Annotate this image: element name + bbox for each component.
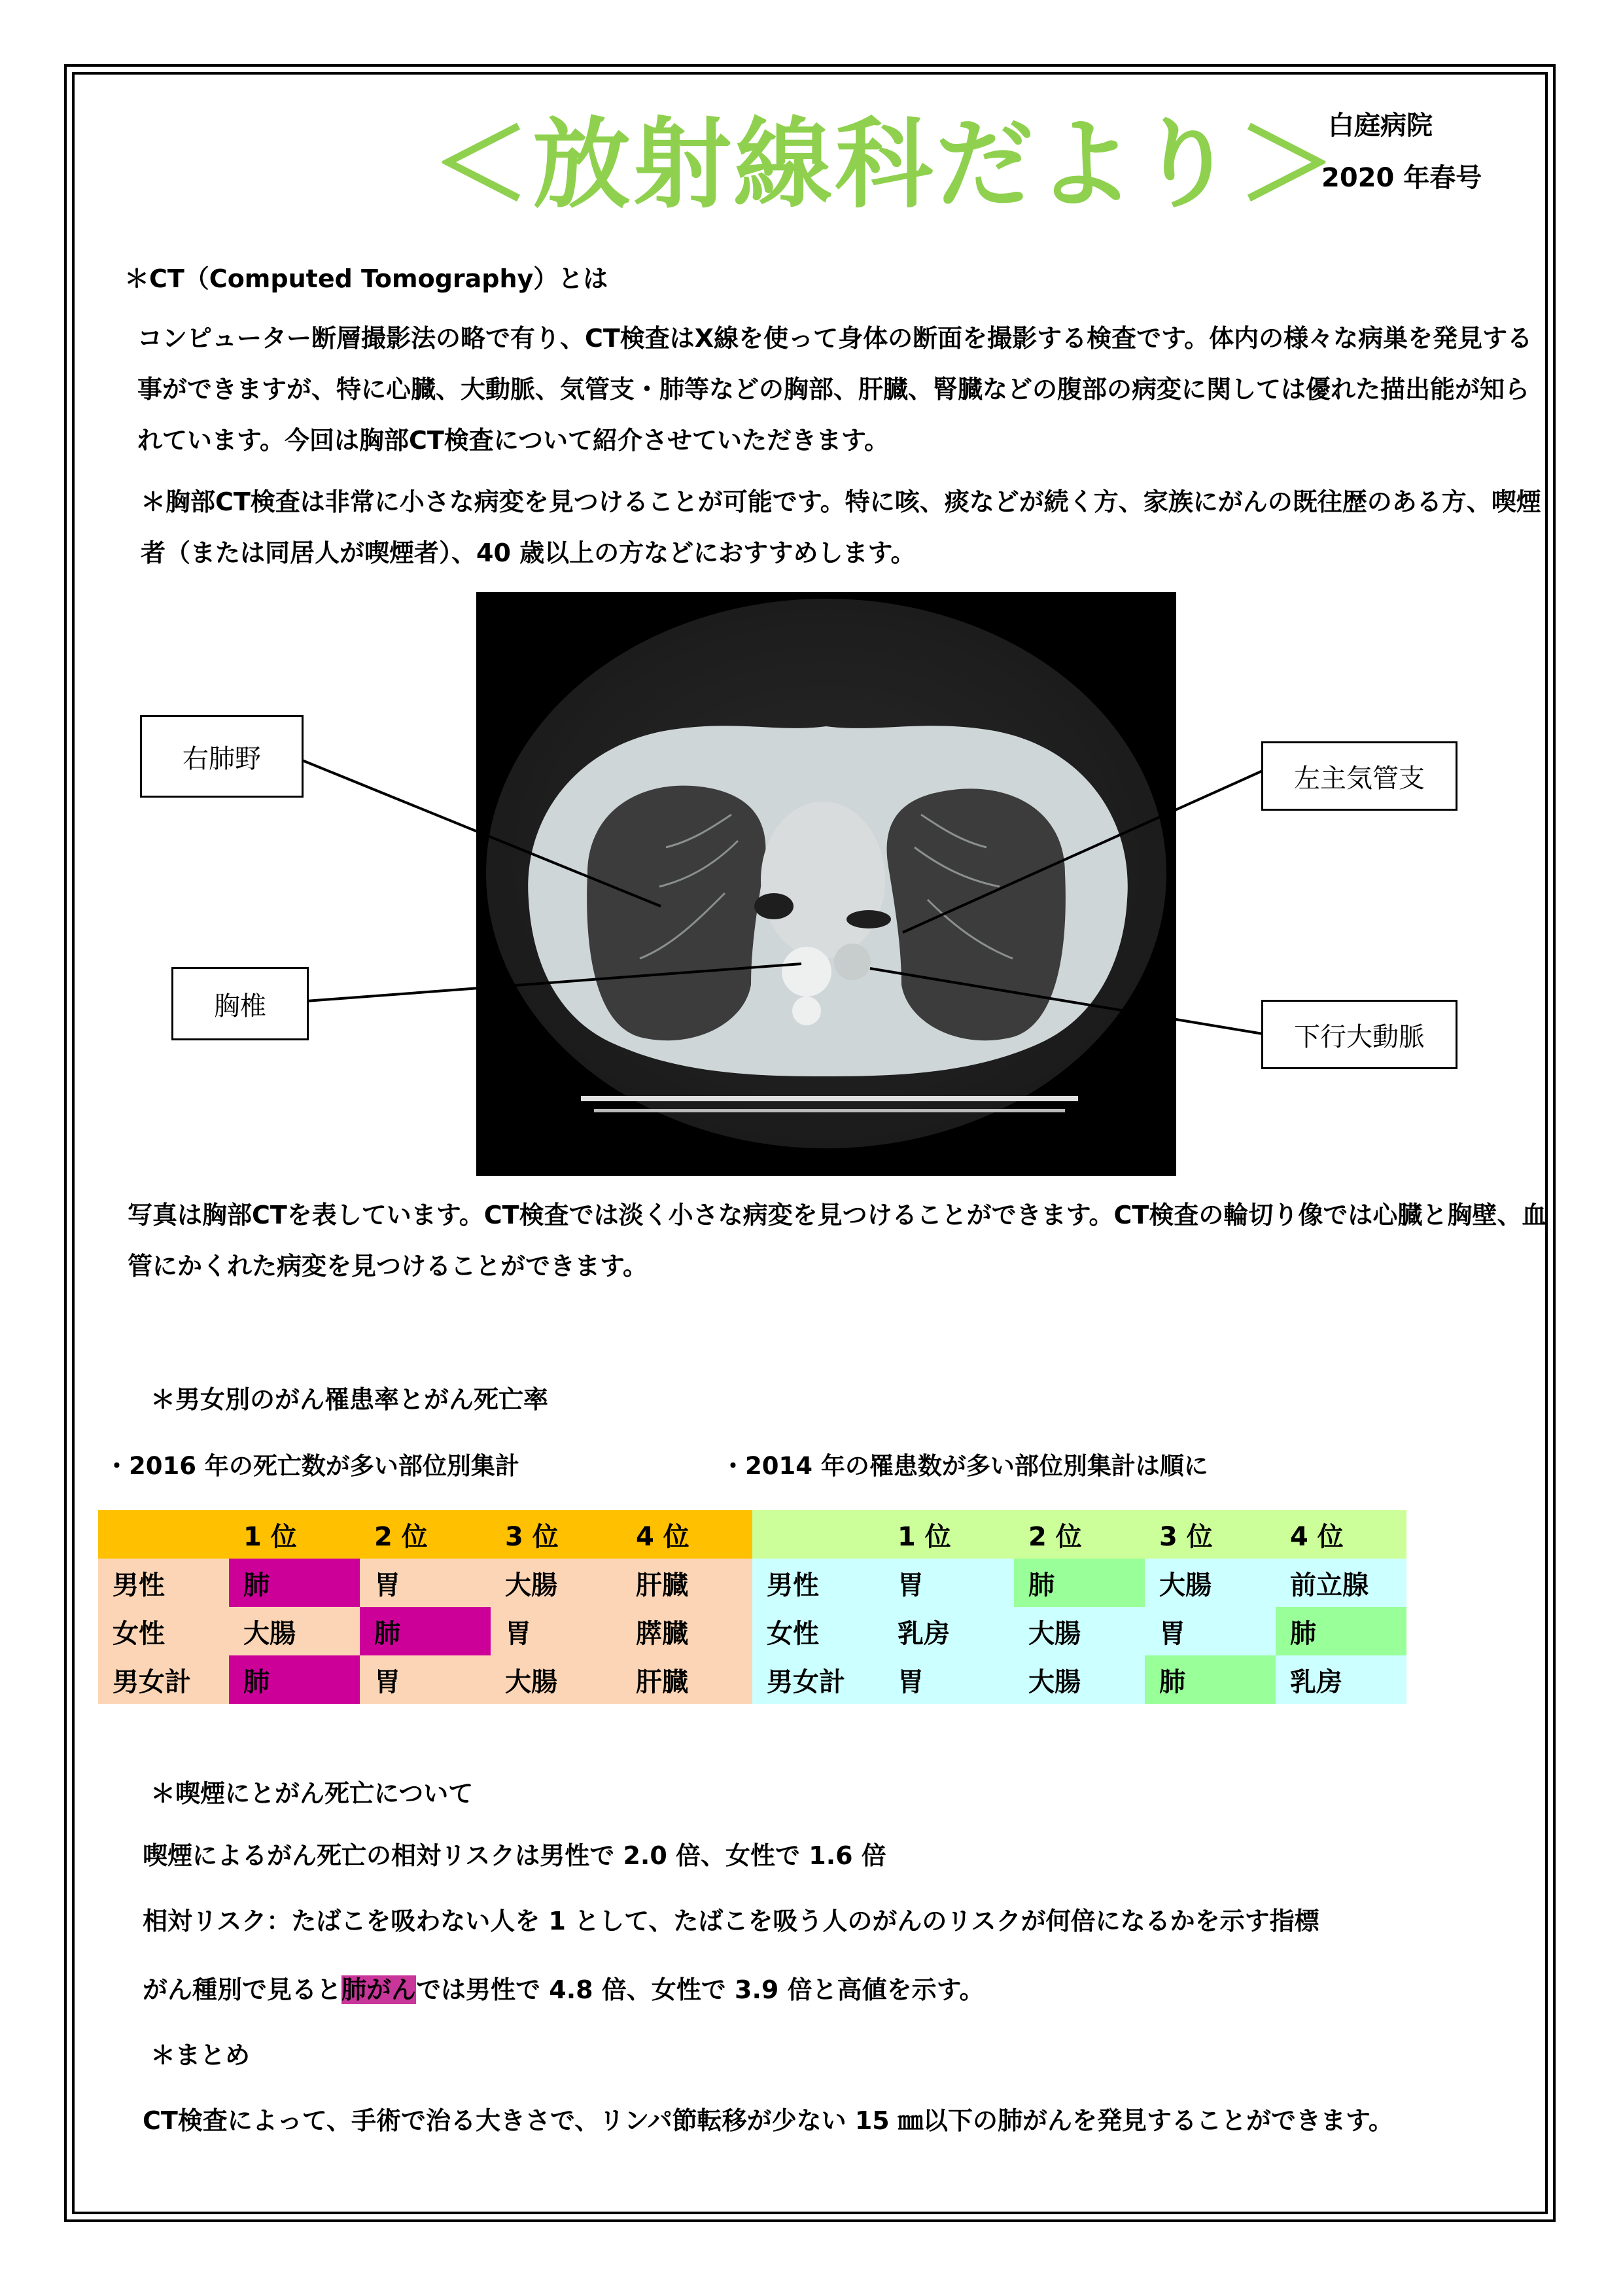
table-row <box>98 1607 752 1655</box>
table-header-row <box>752 1510 1406 1559</box>
table-cell: 大腸 <box>1028 1618 1081 1649</box>
table-cell: 女性 <box>113 1618 165 1649</box>
label-descending-aorta: 下行大動脈 <box>1261 1000 1457 1069</box>
table-row <box>98 1655 752 1704</box>
summary-text: CT検査によって、手術で治る大きさで、リンパ節転移が少ない 15 ㎜以下の肺がんを発見することができます。 <box>143 2106 1393 2135</box>
ct-heading: ＊CT（Computed Tomography）とは <box>124 264 608 293</box>
lung-cancer-highlight: 肺がん <box>341 1975 417 2004</box>
summary-heading: ＊まとめ <box>150 2041 251 2070</box>
ct-intro-paragraph: コンピューター断層撮影法の略で有り、CT検査はX線を使って身体の断面を撮影する検査です。体内の様々な病巣を発見する事ができますが、特に心臓、大動脈、気管支・肺等などの胸部、肝臓、腎臓などの腹部の病変に関しては優れた描出能が知られています。今回は胸部CT検査について紹介させていただきます。 <box>137 324 1533 455</box>
table-cell-highlight: 肺 <box>1276 1607 1406 1655</box>
table-cell: 男女計 <box>767 1667 845 1697</box>
table-cell-highlight: 肺 <box>1145 1655 1276 1704</box>
table-cell-highlight: 肺 <box>360 1607 491 1655</box>
smoking-heading: ＊喫煙にとがん死亡について <box>150 1779 474 1808</box>
incidence-table-title: ・2014 年の罹患数が多い部位別集計は順に <box>721 1452 1208 1480</box>
table-cell: 膵臓 <box>636 1618 688 1649</box>
table-cell: 大腸 <box>505 1570 557 1600</box>
table-cell: 大腸 <box>1159 1570 1212 1600</box>
table-cell: 女性 <box>767 1618 819 1649</box>
table-cell: 胃 <box>898 1570 924 1600</box>
table-cell: 2 位 <box>374 1521 428 1552</box>
table-cell: 大腸 <box>243 1618 296 1649</box>
incidence-ranking-table <box>752 1510 1406 1704</box>
table-cell: 胃 <box>505 1618 531 1649</box>
table-row <box>752 1607 1406 1655</box>
lung-risk-prefix: がん種別で見ると <box>143 1975 342 2004</box>
table-cell: 2 位 <box>1028 1521 1082 1552</box>
table-header-row <box>98 1510 752 1559</box>
deaths-ranking-table <box>98 1510 752 1704</box>
table-cell <box>752 1510 883 1559</box>
table-row <box>752 1559 1406 1607</box>
relative-risk-line: 喫煙によるがん死亡の相対リスクは男性で 2.0 倍、女性で 1.6 倍 <box>143 1841 886 1870</box>
table-cell: 男性 <box>113 1570 165 1600</box>
stats-heading: ＊男女別のがん罹患率とがん死亡率 <box>150 1385 549 1414</box>
deaths-table-title: ・2016 年の死亡数が多い部位別集計 <box>105 1452 519 1480</box>
newsletter-title: ＜放射線科だより＞ <box>432 108 1339 222</box>
table-cell: 肝臓 <box>636 1570 688 1600</box>
table-cell: 胃 <box>374 1667 400 1697</box>
table-cell: 肝臓 <box>636 1667 688 1697</box>
ct-caption: 写真は胸部CTを表しています。CT検査では淡く小さな病変を見つけることができます。CT検査の輪切り像では心臓と胸壁、血管にかくれた病変を見つけることができます。 <box>128 1201 1547 1280</box>
table-cell-highlight: 肺 <box>229 1655 360 1704</box>
table-cell <box>98 1510 229 1559</box>
hospital-name: 白庭病院 <box>1328 111 1433 141</box>
table-cell: 胃 <box>1159 1618 1185 1649</box>
table-cell: 大腸 <box>505 1667 557 1697</box>
label-thoracic-vertebra: 胸椎 <box>171 967 309 1040</box>
table-cell: 乳房 <box>898 1618 950 1649</box>
table-cell: 4 位 <box>636 1521 689 1552</box>
table-cell: 胃 <box>898 1667 924 1697</box>
table-cell: 1 位 <box>243 1521 297 1552</box>
table-cell: 3 位 <box>505 1521 559 1552</box>
relative-risk-definition: 相対リスク：たばこを吸わない人を 1 として、たばこを吸う人のがんのリスクが何倍になるかを示す指標 <box>143 1907 1319 1935</box>
table-cell: 男女計 <box>113 1667 191 1697</box>
table-cell: 胃 <box>374 1570 400 1600</box>
table-cell-highlight: 肺 <box>1014 1559 1145 1607</box>
chest-ct-paragraph: ＊胸部CT検査は非常に小さな病変を見つけることが可能です。特に咳、痰などが続く方、家族にがんの既往歴のある方、喫煙者（または同居人が喫煙者）、40 歳以上の方などにおすすめします。 <box>141 487 1541 567</box>
table-cell: 前立腺 <box>1290 1570 1369 1600</box>
table-row <box>752 1655 1406 1704</box>
table-row <box>98 1559 752 1607</box>
lung-risk-suffix: では男性で 4.8 倍、女性で 3.9 倍と高値を示す。 <box>416 1975 985 2004</box>
table-cell-highlight: 肺 <box>229 1559 360 1607</box>
table-cell: 男性 <box>767 1570 819 1600</box>
label-right-lung: 右肺野 <box>140 715 304 798</box>
table-cell: 3 位 <box>1159 1521 1213 1552</box>
lung-cancer-risk-line <box>143 1969 985 2005</box>
issue-label: 2020 年春号 <box>1321 163 1482 193</box>
table-cell: 乳房 <box>1290 1667 1342 1697</box>
table-cell: 4 位 <box>1290 1521 1344 1552</box>
table-cell: 大腸 <box>1028 1667 1081 1697</box>
label-left-main-bronchus: 左主気管支 <box>1261 741 1457 811</box>
table-cell: 1 位 <box>898 1521 951 1552</box>
